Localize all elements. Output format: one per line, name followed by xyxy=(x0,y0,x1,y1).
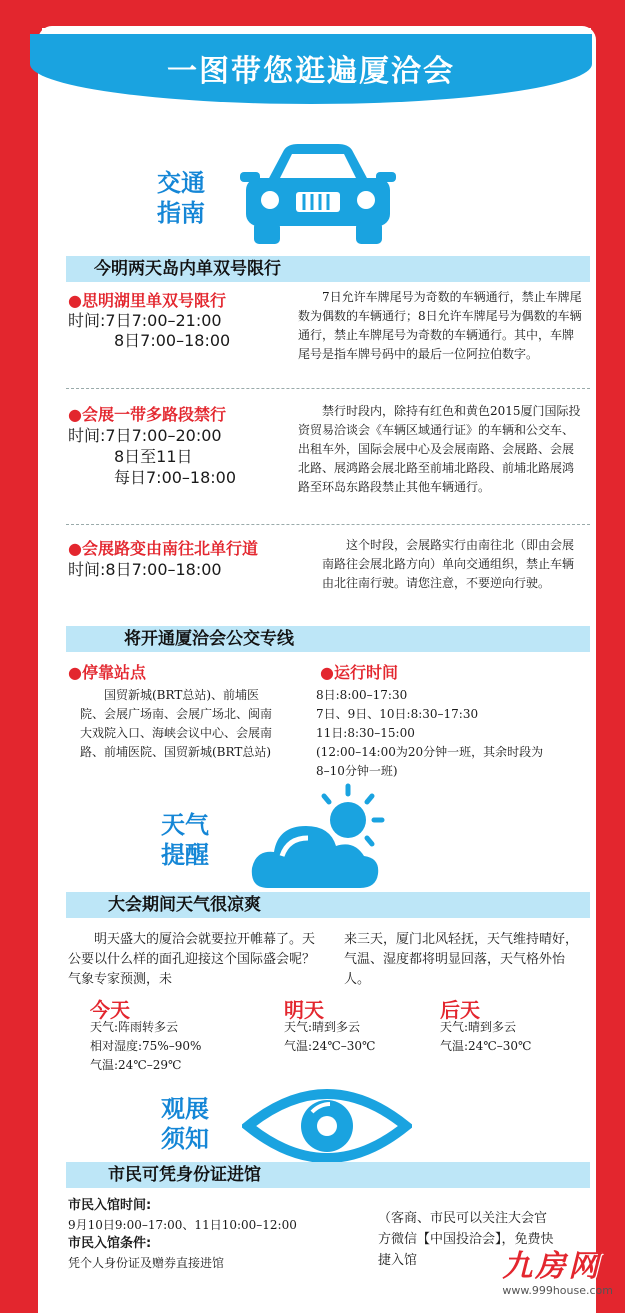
restriction-2-time-2: 8日至11日 xyxy=(114,447,193,466)
eye-icon xyxy=(242,1082,412,1170)
restriction-2-title: ●会展一带多路段禁行 xyxy=(68,405,226,424)
car-icon xyxy=(238,142,398,246)
bus-hours-line: (12:00–14:00为20分钟一班，其余时段为 xyxy=(316,745,544,759)
traffic-section-label xyxy=(146,168,216,228)
bus-stops-title: ●停靠站点 xyxy=(68,663,146,682)
weather-section-label xyxy=(150,810,220,870)
frame-right xyxy=(591,0,625,1313)
bus-heading: 将开通厦洽会公交专线 xyxy=(124,629,294,649)
bus-hours-line: 8–10分钟一班) xyxy=(316,764,398,778)
restriction-2-time-3: 每日7:00–18:00 xyxy=(114,468,237,487)
traffic-heading-bar xyxy=(66,256,590,282)
today-weather: 天气:阵雨转多云 xyxy=(90,1020,179,1034)
divider-2 xyxy=(66,524,590,525)
bus-hours-list xyxy=(316,686,590,781)
day-after-weather: 天气:晴到多云 xyxy=(440,1020,517,1034)
weather-heading: 大会期间天气很凉爽 xyxy=(108,895,261,915)
restriction-3-title: ●会展路变由南往北单行道 xyxy=(68,539,258,558)
weather-intro-left: 明天盛大的厦洽会就要拉开帷幕了。天公要以什么样的面孔迎接这个国际盛会呢？气象专家预测，未 xyxy=(68,932,316,987)
weather-heading-bar xyxy=(66,892,590,918)
restriction-3-description: 这个时段，会展路实行由南往北（即由会展南路往会展北路方向）单向交通组织，禁止车辆由北往南行驶。请您注意，不要逆向行驶。 xyxy=(322,538,575,590)
page-title: 一图带您逛遍厦洽会 xyxy=(167,54,455,89)
day-after-title: 后天 xyxy=(440,998,480,1022)
day-after-details xyxy=(440,1018,531,1056)
day-after-temperature: 气温:24℃–30℃ xyxy=(440,1039,532,1053)
visit-heading: 市民可凭身份证进馆 xyxy=(108,1165,261,1185)
visit-heading-bar xyxy=(66,1162,590,1188)
tomorrow-weather: 天气:晴到多云 xyxy=(284,1020,361,1034)
today-title: 今天 xyxy=(90,998,130,1022)
bus-hours-title: ●运行时间 xyxy=(320,663,398,682)
weather-label-line1: 天气 xyxy=(161,811,209,839)
traffic-label-line2: 指南 xyxy=(157,199,205,227)
bus-hours-line: 8日:8:00–17:30 xyxy=(316,688,408,702)
restriction-2-description: 禁行时段内，除持有红色和黄色2015厦门国际投资贸易洽谈会《车辆区域通行证》的车辆和公交车、出租车外，国际会展中心及会展南路、会展路、会展北路、展鸿路会展北路至前埔北路段、前埔北路展鸿路至环岛东路段禁止其他车辆通行。 xyxy=(298,404,581,494)
today-humidity: 相对湿度:75%–90% xyxy=(90,1039,202,1053)
bus-hours-line: 11日:8:30–15:00 xyxy=(316,726,415,740)
weather-label-line2: 提醒 xyxy=(161,841,209,869)
weather-intro-right: 来三天，厦门北风轻抚，天气维持晴好，气温、湿度都将明显回落，天气格外怡人。 xyxy=(344,932,579,987)
watermark-logo: 九房网 xyxy=(502,1249,602,1284)
restriction-1-description: 7日允许车牌尾号为奇数的车辆通行，禁止车牌尾数为偶数的车辆通行；8日允许车牌尾号为偶数的车辆通行，禁止车牌尾号为奇数的车辆通行。其中，车牌尾号是指车牌号码中的最后一位阿拉伯数字。 xyxy=(298,290,582,361)
cloud-sun-icon xyxy=(248,780,398,892)
traffic-heading: 今明两天岛内单双号限行 xyxy=(94,259,281,279)
traffic-label-line1: 交通 xyxy=(157,169,205,197)
restriction-3-time-1: 时间:8日7:00–18:00 xyxy=(68,560,222,579)
restriction-2-time-1: 时间:7日7:00–20:00 xyxy=(68,426,222,445)
visit-condition-label: 市民入馆条件: xyxy=(68,1236,152,1251)
restriction-1-time-1: 时间:7日7:00–21:00 xyxy=(68,311,222,330)
visit-time-label: 市民入馆时间: xyxy=(68,1198,152,1213)
frame-left xyxy=(0,0,42,1313)
restriction-1-title: ●思明湖里单双号限行 xyxy=(68,291,226,310)
visit-label-line2: 须知 xyxy=(161,1125,209,1153)
bus-hours-line: 7日、9日、10日:8:30–17:30 xyxy=(316,707,479,721)
frame-top xyxy=(0,0,625,28)
today-temperature: 气温:24℃–29℃ xyxy=(90,1058,182,1072)
visit-condition-value: 凭个人身份证及赠券直接进馆 xyxy=(68,1256,225,1270)
watermark-url: www.999house.com xyxy=(502,1284,613,1297)
watermark xyxy=(502,1250,613,1298)
visit-note: （客商、市民可以关注大会官方微信【中国投洽会】，免费快捷入馆 xyxy=(378,1211,554,1268)
today-details xyxy=(90,1018,201,1075)
visit-time-value: 9月10日9:00–17:00、11日10:00–12:00 xyxy=(68,1218,297,1232)
visit-label-line1: 观展 xyxy=(161,1095,209,1123)
divider-1 xyxy=(66,388,590,389)
tomorrow-title: 明天 xyxy=(284,998,324,1022)
bus-heading-bar xyxy=(66,626,590,652)
bus-stops-description: 国贸新城(BRT总站)、前埔医院、会展广场南、会展广场北、闽南大戏院入口、海峡会议中心、会展南路、前埔医院、国贸新城(BRT总站) xyxy=(80,688,273,759)
tomorrow-details xyxy=(284,1018,375,1056)
visit-section-label xyxy=(150,1094,220,1154)
tomorrow-temperature: 气温:24℃–30℃ xyxy=(284,1039,376,1053)
restriction-1-time-2: 8日7:00–18:00 xyxy=(114,331,231,350)
